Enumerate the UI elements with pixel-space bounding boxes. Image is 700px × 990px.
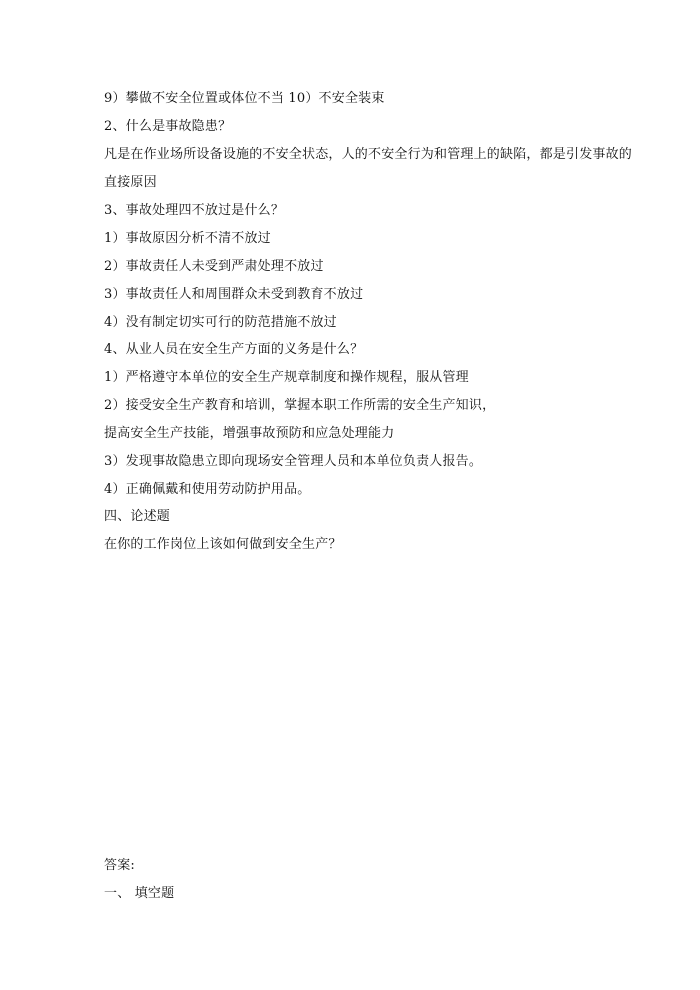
question-3-heading: 3、事故处理四不放过是什么？ bbox=[104, 203, 285, 218]
answer-2-line-1: 凡是在作业场所设备设施的不安全状态，人的不安全行为和管理上的缺陷，都是引发事故的 bbox=[104, 147, 633, 162]
question-4-heading: 4、从业人员在安全生产方面的义务是什么？ bbox=[104, 342, 364, 357]
answer-2-line-2: 直接原因 bbox=[104, 175, 157, 190]
section-1-heading: 一、 填空题 bbox=[104, 886, 175, 901]
section-4-heading: 四、论述题 bbox=[104, 509, 171, 524]
answer-4-item-3: 3）发现事故隐患立即向现场安全管理人员和本单位负责人报告。 bbox=[104, 454, 483, 469]
answer-4-item-2-cont: 提高安全生产技能，增强事故预防和应急处理能力 bbox=[104, 426, 395, 441]
answers-heading: 答案: bbox=[104, 858, 135, 873]
answer-3-item-3: 3）事故责任人和周围群众未受到教育不放过 bbox=[104, 287, 364, 302]
answer-4-item-4: 4）正确佩戴和使用劳动防护用品。 bbox=[104, 482, 311, 497]
answer-3-item-1: 1）事故原因分析不清不放过 bbox=[104, 231, 271, 246]
answer-3-item-4: 4）没有制定切实可行的防范措施不放过 bbox=[104, 315, 337, 330]
answer-4-item-1: 1）严格遵守本单位的安全生产规章制度和操作规程，服从管理 bbox=[104, 370, 469, 385]
question-2-heading: 2、什么是事故隐患？ bbox=[104, 119, 232, 134]
essay-question: 在你的工作岗位上该如何做到安全生产？ bbox=[104, 537, 342, 552]
answer-4-item-2: 2）接受安全生产教育和培训，掌握本职工作所需的安全生产知识， bbox=[104, 398, 496, 413]
text-line-9-10: 9）攀做不安全位置或体位不当 10）不安全装束 bbox=[104, 91, 385, 106]
answer-3-item-2: 2）事故责任人未受到严肃处理不放过 bbox=[104, 259, 324, 274]
